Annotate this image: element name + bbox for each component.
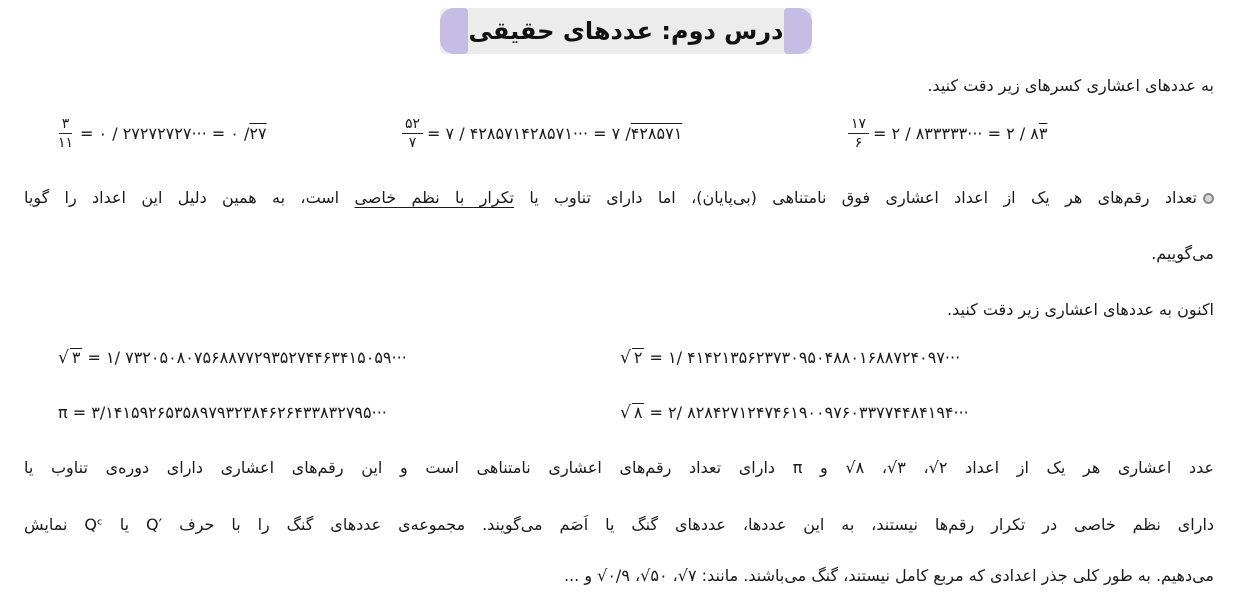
underlined-phrase: تکرار با نظم خاصی: [354, 188, 514, 207]
intro-line-roots: اکنون به عددهای اعشاری زیر دقت کنید.: [947, 300, 1214, 319]
fraction-denominator: ۱۱: [58, 135, 74, 151]
banner-right-cap: [784, 8, 812, 54]
radicand: ۸: [633, 403, 643, 422]
sqrt-icon: √: [620, 403, 631, 423]
radicand: ۳: [71, 348, 81, 367]
decimal-expansion: = ۱/ ۴۱۴۲۱۳۵۶۲۳۷۳۰۹۵۰۴۸۸۰۱۶۸۸۷۲۴۰۹۷···: [649, 348, 961, 367]
irrational-explanation-line2: دارای نظم خاصی در تکرار رقم‌ها نیستند، به این عددها، عددهای گنگ یا اَصَم می‌گویند. مجموعه‌ی عددهای گنگ را با حرف ′Q یا Qᶜ نمایش: [24, 515, 1215, 534]
fraction-eq-3: [55, 116, 267, 151]
sqrt2-expansion: [620, 348, 960, 368]
fraction: [848, 116, 869, 151]
sqrt-icon: √: [58, 348, 69, 368]
decimal-expansion: = ۲/ ۸۲۸۴۲۷۱۲۴۷۴۶۱۹۰۰۹۷۶۰۳۳۷۷۴۴۸۴۱۹۴···: [649, 403, 969, 422]
lesson-title-banner: [440, 8, 812, 54]
radicand: ۲: [633, 348, 643, 367]
text-run: است، به همین دلیل این اعداد را گویا: [24, 188, 355, 207]
fraction-eq-1: [848, 116, 1047, 151]
fraction-expansion: = ۲ / ۸۳۳۳۳۳··· = ۲ / ۸: [873, 124, 1039, 143]
sqrt8-expansion: [620, 403, 969, 423]
fraction-denominator: ۷: [408, 135, 417, 151]
repeating-digits: ۲۷: [249, 124, 267, 143]
fraction-eq-2: [402, 116, 682, 151]
pi-symbol: π: [58, 403, 68, 422]
fraction: [402, 116, 423, 151]
intro-line-fractions: به عددهای اعشاری کسرهای زیر دقت کنید.: [927, 76, 1214, 95]
rational-explanation-line2: می‌گوییم.: [1151, 244, 1214, 263]
sqrt-icon: √: [620, 348, 631, 368]
fraction-numerator: ۱۷: [848, 116, 869, 134]
decimal-expansion: = ۳/۱۴۱۵۹۲۶۵۳۵۸۹۷۹۳۲۳۸۴۶۲۶۴۳۳۸۳۲۷۹۵···: [72, 403, 387, 422]
irrational-explanation-line3: می‌دهیم. به طور کلی جذر اعدادی که مربع کامل نیستند، گنگ می‌باشند. مانند: ۷√، ۵۰√، ۰/۹√ و ...: [563, 566, 1214, 585]
sqrt3-expansion: [58, 348, 407, 368]
lesson-title: درس دوم: عددهای حقیقی: [468, 17, 784, 45]
decimal-expansion: = ۱/ ۷۳۲۰۵۰۸۰۷۵۶۸۸۷۷۲۹۳۵۲۷۴۴۶۳۴۱۵۰۵۹···: [87, 348, 407, 367]
rational-explanation-line1: [24, 188, 1214, 207]
fraction: [55, 116, 76, 151]
text-run: تعداد رقم‌های هر یک از اعداد اعشاری فوق نامتناهی (بی‌پایان)، اما دارای تناوب یا: [514, 188, 1197, 207]
bullet-icon: [1203, 193, 1214, 204]
fraction-expansion: = ۰ / ۲۷۲۷۲۷۲۷··· = ۰ /: [80, 124, 250, 143]
repeating-digits: ۴۲۸۵۷۱: [630, 124, 683, 143]
repeating-digits: ۳: [1038, 124, 1048, 143]
fraction-numerator: ۵۲: [402, 116, 423, 134]
fraction-expansion: = ۷ / ۴۲۸۵۷۱۴۲۸۵۷۱··· = ۷ /: [427, 124, 631, 143]
fraction-denominator: ۶: [854, 135, 863, 151]
irrational-explanation-line1: عدد اعشاری هر یک از اعداد ۲√، ۳√، ۸√ و π دارای تعداد رقم‌های اعشاری نامتناهی است و این رقم‌های اعشاری دارای دوره‌ی تناوب یا: [24, 458, 1215, 477]
fraction-numerator: ۳: [59, 116, 73, 134]
pi-expansion: [58, 403, 387, 422]
banner-left-cap: [440, 8, 468, 54]
